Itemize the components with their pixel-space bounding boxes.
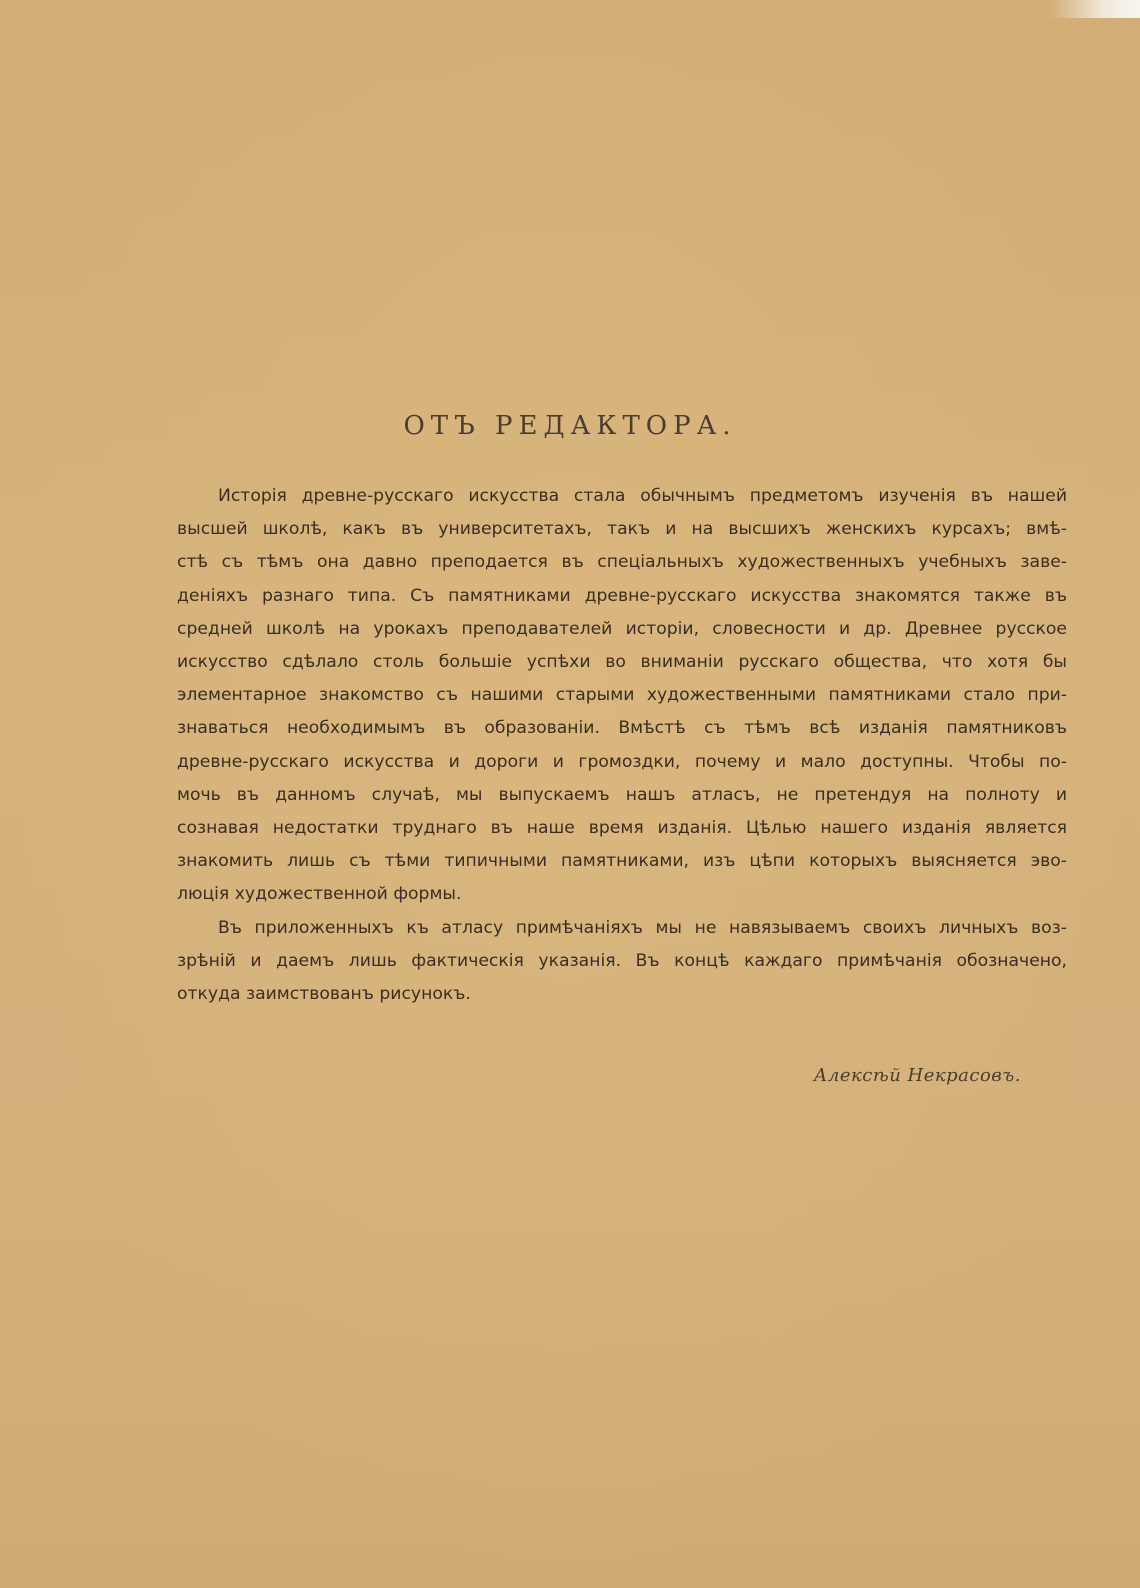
paragraph-1-line-4: деніяхъ разнаго типа. Съ памятниками древне-русскаго искусства знакомятся также въ [177,585,1067,606]
paragraph-1-line-5: средней школѣ на урокахъ преподавателей исторіи, словесности и др. Древнее русское [177,618,1067,639]
editor-signature: Алексѣй Некрасовъ. [813,1065,1021,1086]
page-title: ОТЪ РЕДАКТОРА. [403,411,737,441]
paragraph-2-line-1: Въ приложенныхъ къ атласу примѣчаніяхъ мы не навязываемъ своихъ личныхъ воз- [218,917,1067,938]
paragraph-1-line-12: знакомить лишь съ тѣми типичными памятниками, изъ цѣпи которыхъ выясняется эво- [177,851,1067,872]
paragraph-1-line-13: люція художественной формы. [177,884,462,905]
body-text [177,480,1067,1011]
paragraph-2-line-3: откуда заимствованъ рисунокъ. [177,984,471,1005]
paragraph-1-line-3: стѣ съ тѣмъ она давно преподается въ спеціальныхъ художественныхъ учебныхъ заве- [177,552,1067,573]
paragraph-1-line-2: высшей школѣ, какъ въ университетахъ, такъ и на высшихъ женскихъ курсахъ; вмѣ- [177,519,1067,540]
paragraph-1-line-10: мочь въ данномъ случаѣ, мы выпускаемъ нашъ атласъ, не претендуя на полноту и [177,784,1067,805]
paragraph-1-line-9: древне-русскаго искусства и дороги и громоздки, почему и мало доступны. Чтобы по- [177,751,1067,772]
paragraph-2-line-2: зрѣній и даемъ лишь фактическія указанія. Въ концѣ каждаго примѣчанія обозначено, [177,950,1067,971]
paragraph-1-line-11: сознавая недостатки труднаго въ наше время изданія. Цѣлью нашего изданія является [177,818,1067,839]
paragraph-1-line-8: знаваться необходимымъ въ образованіи. Вмѣстѣ съ тѣмъ всѣ изданія памятниковъ [177,718,1067,739]
paragraph-1-line-7: элементарное знакомство съ нашими старыми художественными памятниками стало при- [177,685,1067,706]
paragraph-1-line-6: искусство сдѣлало столь большіе успѣхи во вниманіи русскаго общества, что хотя бы [177,652,1067,673]
page-corner-mark [1050,0,1140,18]
paragraph-1-line-1: Исторія древне-русскаго искусства стала обычнымъ предметомъ изученія въ нашей [218,486,1067,506]
